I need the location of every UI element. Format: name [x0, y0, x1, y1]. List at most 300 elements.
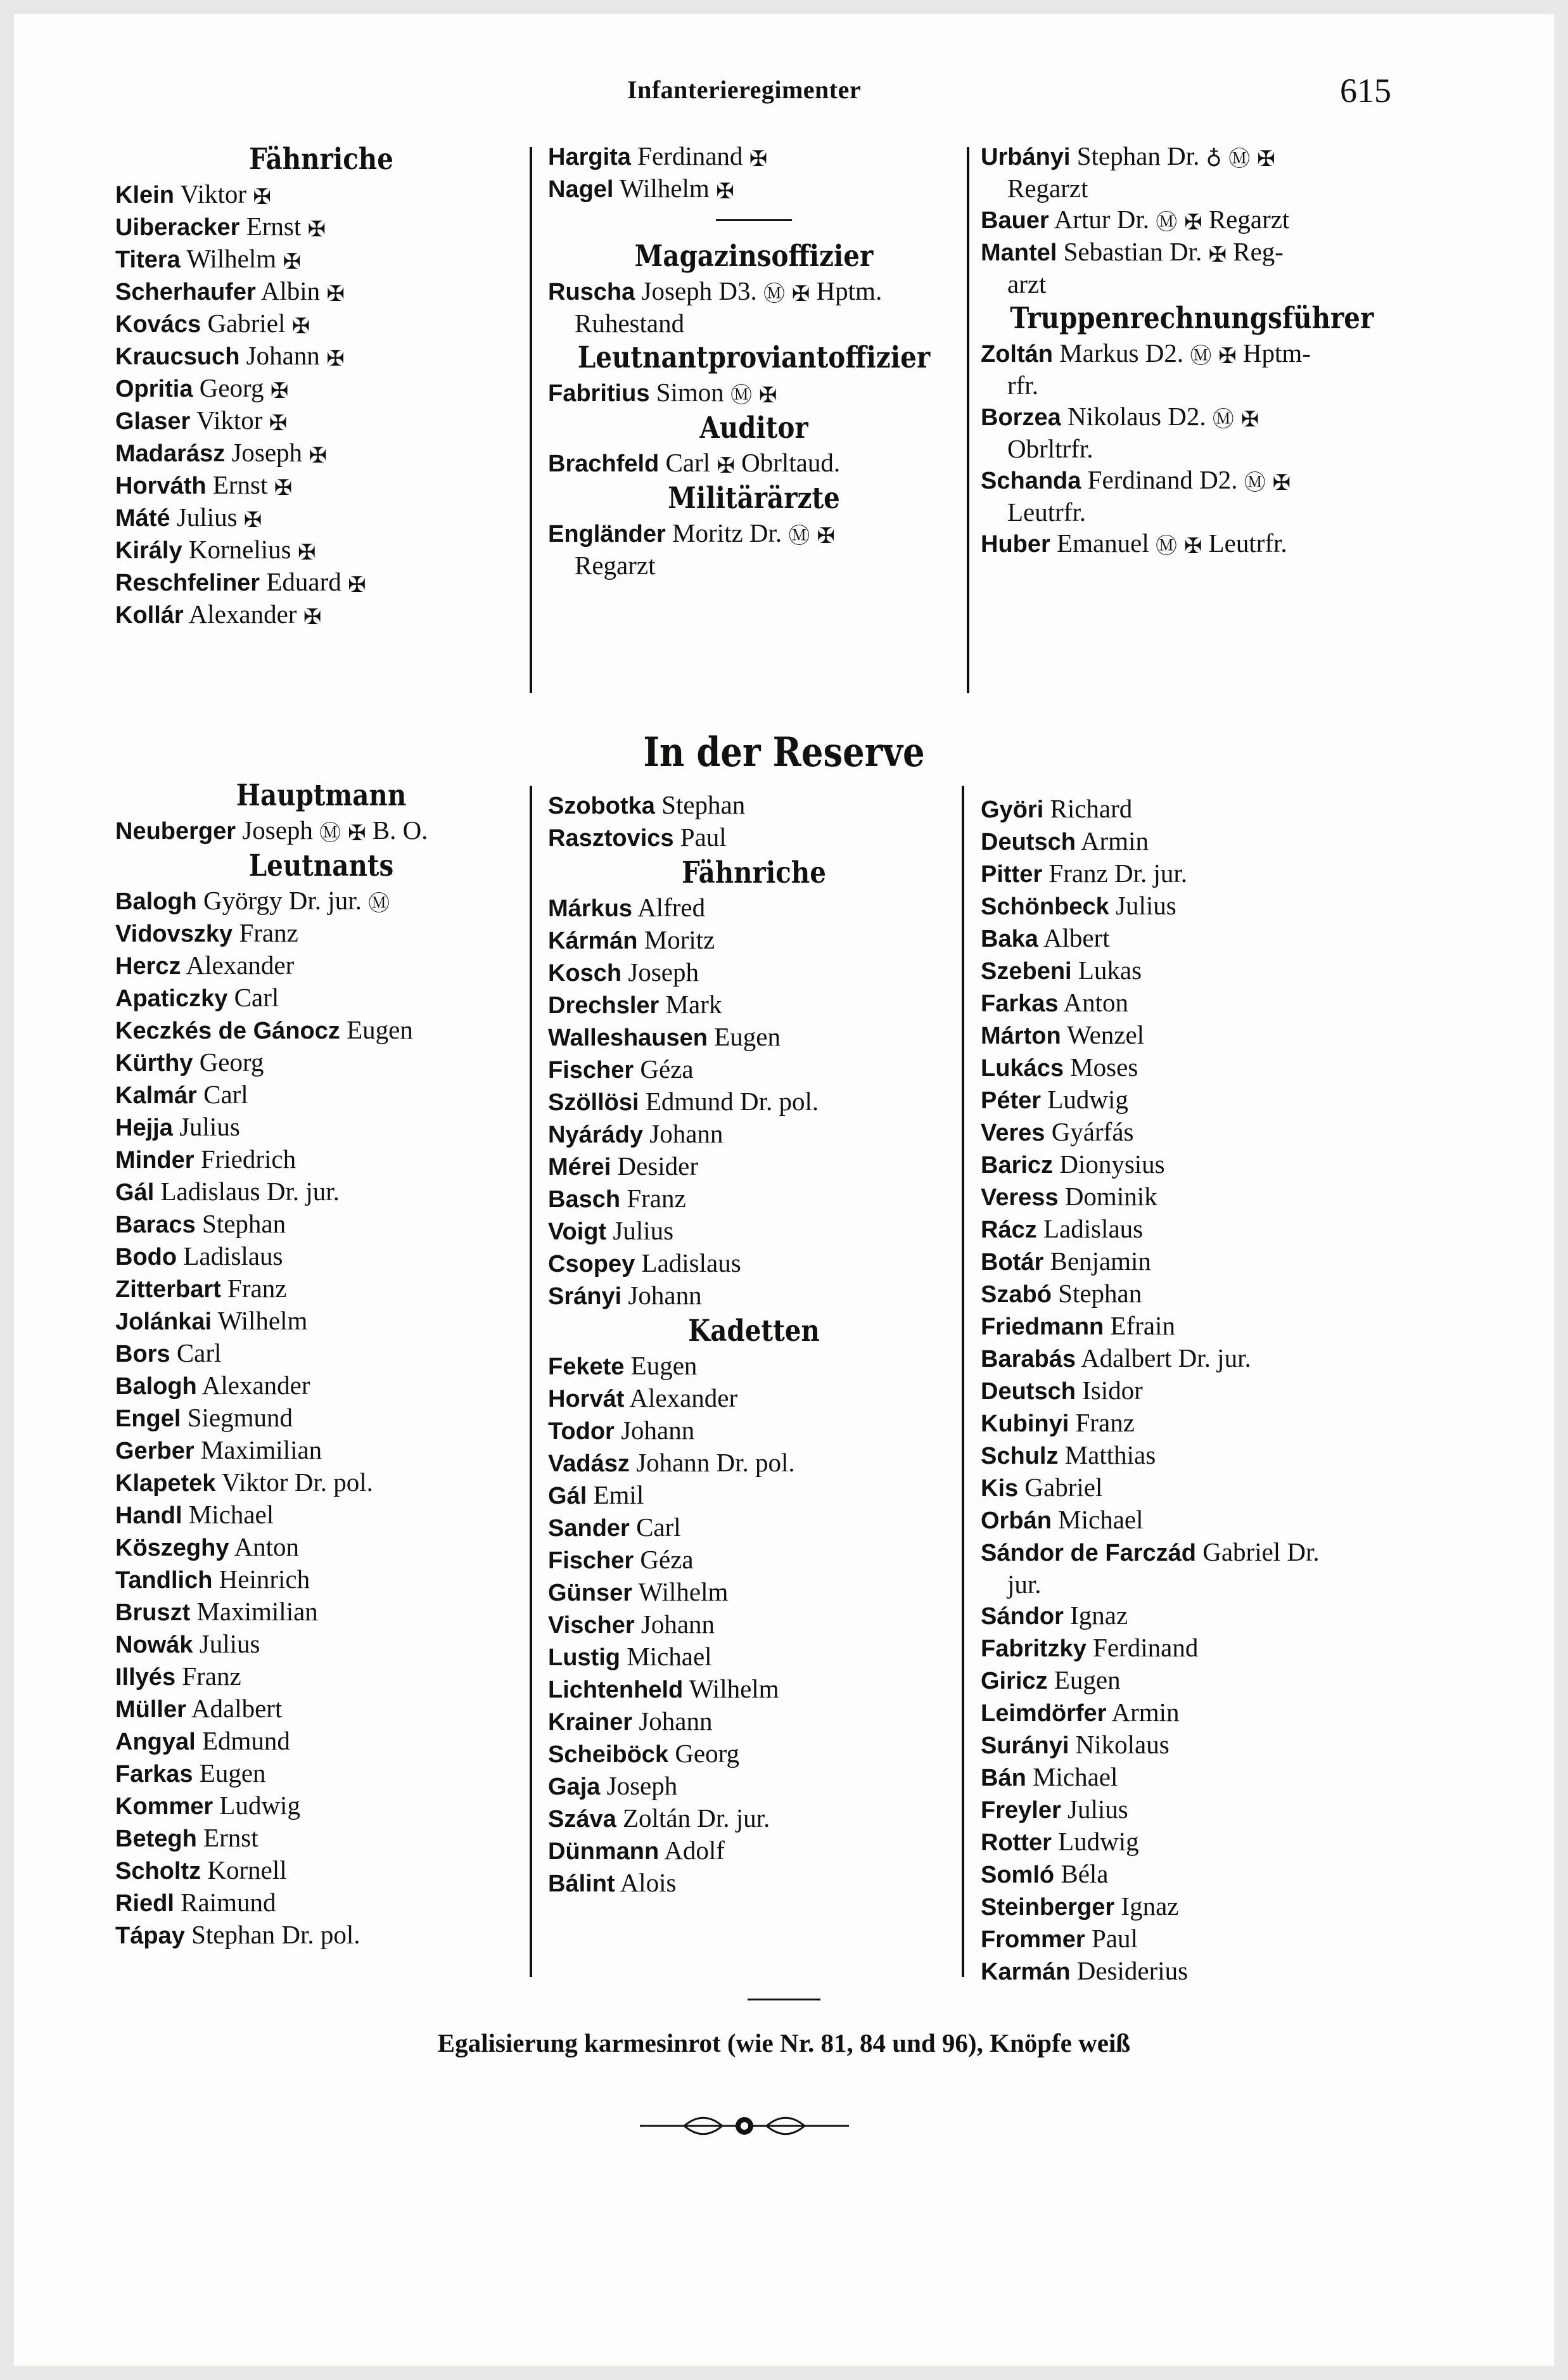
surname: Baka [981, 926, 1038, 952]
given-name: Franz [239, 918, 298, 947]
surname: Deutsch [981, 829, 1076, 855]
given-name: Ignaz [1121, 1891, 1179, 1921]
roster-entry [548, 1706, 960, 1738]
surname: Lichtenheld [548, 1677, 684, 1703]
given-name: Julius [613, 1216, 674, 1245]
roster-entry [548, 1609, 960, 1641]
roster-entry [548, 1118, 960, 1151]
roster-entry [115, 1014, 527, 1047]
roster-entry [548, 924, 960, 957]
surname: Sander [548, 1515, 630, 1542]
roster-entry [115, 1661, 527, 1693]
surname: Fischer [548, 1547, 634, 1574]
given-name: Ferdinand [637, 141, 743, 170]
surname: Vischer [548, 1612, 635, 1639]
roster-entry [981, 1600, 1399, 1632]
surname: Basch [548, 1186, 621, 1213]
roster-entry [981, 955, 1399, 987]
given-name: Johann [628, 1281, 702, 1310]
decoration-icon: Ⓜ ✠ [788, 523, 835, 549]
given-name: Ferdinand D2. [1087, 465, 1238, 494]
roster-entry [115, 885, 527, 918]
decoration-icon: ✠ [283, 248, 301, 274]
surname: Fabritzky [981, 1635, 1087, 1662]
surname: Rasztovics [548, 825, 674, 852]
given-name: Joseph [242, 816, 313, 845]
surname: Uiberacker [115, 214, 240, 241]
roster-entry [981, 923, 1399, 955]
roster-entry [548, 1641, 960, 1673]
entry-continuation: rfr. [1007, 371, 1038, 400]
given-name: Wilhelm [217, 1306, 308, 1335]
bottom-column-1 [115, 777, 527, 1952]
roster-entry [981, 1632, 1399, 1665]
roster-entry [981, 1537, 1399, 1569]
given-name: Kornelius [188, 535, 291, 564]
given-name: Artur Dr. [1054, 205, 1150, 234]
roster-entry [548, 790, 960, 822]
surname: Srányi [548, 1283, 622, 1310]
given-name: Dionysius [1059, 1149, 1165, 1179]
roster-entry [981, 141, 1399, 173]
roster-entry [981, 890, 1399, 923]
surname: Kommer [115, 1793, 214, 1820]
bottom-column-3 [981, 793, 1399, 1988]
surname: Somló [981, 1862, 1055, 1888]
roster-entry [981, 1343, 1399, 1375]
roster-entry [981, 1440, 1399, 1472]
given-name: Efrain [1110, 1311, 1175, 1340]
roster-entry [548, 447, 960, 480]
surname: Mérei [548, 1154, 611, 1180]
given-name: Joseph [628, 957, 699, 987]
running-header: Infanterieregimenter [627, 75, 862, 104]
roster-entry [548, 822, 960, 854]
surname: Vadász [548, 1450, 630, 1477]
decoration-icon: ✠ [749, 146, 768, 172]
surname: Hercz [115, 953, 181, 980]
given-name: Michael [627, 1642, 712, 1671]
given-name: Wilhelm [186, 244, 277, 273]
roster-entry [115, 566, 527, 599]
roster-entry [115, 405, 527, 437]
section-heading: Magazinsoffizier [634, 239, 874, 274]
given-name: Adalbert Dr. jur. [1080, 1343, 1251, 1372]
decoration-icon: ✠ [309, 442, 327, 468]
surname: Vidovszky [115, 921, 233, 947]
surname: Bruszt [115, 1599, 191, 1626]
surname: Fischer [548, 1057, 634, 1084]
given-name: Eugen [347, 1015, 413, 1044]
surname: Scheiböck [548, 1741, 669, 1768]
entry-continuation: Ruhestand [575, 309, 685, 338]
section-heading: Leutnantproviantoffizier [577, 340, 931, 375]
section-heading: Truppenrechnungsführer [1010, 301, 1374, 336]
roster-entry [981, 1246, 1399, 1278]
roster-entry [115, 276, 527, 308]
surname: Borzea [981, 404, 1061, 431]
given-name: Simon [656, 378, 724, 407]
surname: Opritia [115, 376, 193, 402]
top-column-3 [981, 141, 1399, 560]
given-name: Maximilian [200, 1435, 322, 1464]
given-name: Anton [234, 1532, 299, 1561]
surname: Klein [115, 182, 174, 208]
roster-entry [981, 1665, 1399, 1697]
decoration-icon: Ⓜ [368, 890, 390, 916]
surname: Giricz [981, 1668, 1048, 1694]
roster-entry [548, 892, 960, 924]
column-rule [962, 786, 964, 1977]
surname: Király [115, 537, 182, 564]
roster-entry [981, 1052, 1399, 1084]
surname: Kis [981, 1475, 1019, 1502]
surname: Keczkés de Gánocz [115, 1018, 340, 1044]
surname: Szöllösi [548, 1089, 639, 1116]
roster-entry [548, 1151, 960, 1183]
roster-entry [115, 502, 527, 534]
given-name: Nikolaus [1075, 1730, 1170, 1759]
decoration-icon: Ⓜ ✠ [1212, 406, 1259, 432]
roster-entry [115, 1919, 527, 1952]
given-name: Isidor [1082, 1376, 1143, 1405]
roster-entry [115, 1758, 527, 1790]
ornament-divider [640, 2110, 849, 2142]
roster-entry [115, 1402, 527, 1435]
given-name: Ludwig [1047, 1085, 1128, 1114]
surname: Márkus [548, 895, 633, 922]
given-name: Carl [665, 448, 711, 477]
rank-note: Leutrfr. [1208, 528, 1287, 558]
roster-entry [548, 957, 960, 989]
roster-entry [115, 1532, 527, 1564]
roster-entry [548, 1577, 960, 1609]
roster-entry [981, 1375, 1399, 1407]
surname: Madarász [115, 440, 226, 467]
roster-entry [548, 141, 960, 173]
surname: Sándor [981, 1603, 1064, 1630]
rank-note: Obrltaud. [741, 448, 841, 477]
given-name: Johann [621, 1416, 695, 1445]
surname: Orbán [981, 1507, 1052, 1534]
roster-entry [115, 1596, 527, 1628]
roster-entry [981, 236, 1399, 269]
surname: Leimdörfer [981, 1700, 1107, 1727]
surname: Csopey [548, 1251, 635, 1277]
rank-note: Hptm- [1242, 338, 1311, 368]
roster-entry [548, 1867, 960, 1900]
given-name: Nikolaus D2. [1067, 402, 1206, 431]
given-name: Franz [1075, 1408, 1135, 1437]
surname: Lukács [981, 1055, 1064, 1082]
surname: Szebeni [981, 958, 1072, 985]
given-name: Julius [199, 1629, 260, 1658]
roster-entry [981, 1116, 1399, 1149]
roster-entry [115, 982, 527, 1014]
given-name: Stephan [202, 1209, 286, 1238]
roster-entry [981, 987, 1399, 1020]
roster-entry [115, 534, 527, 566]
given-name: Paul [680, 822, 727, 852]
given-name: Georg [199, 1047, 264, 1077]
given-name: Michael [1033, 1762, 1118, 1791]
roster-entry [981, 1762, 1399, 1794]
roster-entry [115, 211, 527, 243]
roster-entry [981, 1310, 1399, 1343]
given-name: Gabriel [1024, 1473, 1103, 1502]
surname: Neuberger [115, 818, 236, 845]
surname: Glaser [115, 408, 191, 435]
given-name: Stephan [1058, 1279, 1142, 1308]
decoration-icon: ✠ [326, 345, 345, 371]
decoration-icon: ✠ [303, 604, 322, 630]
decoration-icon: ✠ [297, 539, 316, 565]
surname: Nowák [115, 1632, 193, 1658]
given-name: Ernst [212, 470, 268, 499]
given-name: Wilhelm [638, 1577, 729, 1606]
given-name: Gabriel [207, 309, 286, 338]
given-name: Anton [1063, 988, 1129, 1017]
roster-entry [115, 918, 527, 950]
roster-entry [115, 1822, 527, 1855]
given-name: Johann [641, 1609, 715, 1639]
roster-entry [548, 1480, 960, 1512]
surname: Veres [981, 1120, 1045, 1146]
decoration-icon: ✠ [291, 313, 310, 339]
given-name: Johann [649, 1119, 723, 1148]
surname: Kraucsuch [115, 343, 240, 370]
footer-note: Egalisierung karmesinrot (wie Nr. 81, 84 und 96), Knöpfe weiß [437, 2028, 1131, 2057]
reserve-heading: In der Reserve [643, 729, 925, 776]
roster-entry [548, 377, 960, 409]
roster-entry [115, 1273, 527, 1305]
roster-entry [115, 373, 527, 405]
surname: Riedl [115, 1890, 174, 1917]
given-name: Sebastian Dr. [1063, 237, 1202, 266]
given-name: Ernst [203, 1823, 258, 1852]
given-name: Edmund [201, 1726, 290, 1755]
roster-entry [981, 1149, 1399, 1181]
roster-entry [548, 1183, 960, 1215]
surname: Schanda [981, 468, 1081, 494]
roster-entry [981, 1020, 1399, 1052]
roster-entry [981, 1504, 1399, 1537]
surname: Baricz [981, 1152, 1054, 1179]
roster-entry [115, 470, 527, 502]
roster-entry [548, 1350, 960, 1383]
given-name: Wilhelm [620, 174, 710, 203]
surname: Jolánkai [115, 1308, 212, 1335]
surname: Brachfeld [548, 451, 660, 477]
surname: Bálint [548, 1871, 615, 1897]
given-name: Géza [640, 1054, 694, 1084]
given-name: Carl [234, 983, 279, 1012]
roster-entry [115, 1693, 527, 1725]
given-name: Maximilian [196, 1597, 318, 1626]
given-name: Ludwig [1058, 1827, 1139, 1856]
surname: Ruscha [548, 279, 635, 305]
surname: Nyárády [548, 1122, 643, 1148]
given-name: Géza [640, 1545, 694, 1574]
given-name: Albin [260, 276, 321, 305]
given-name: Alexander [629, 1383, 738, 1412]
decoration-icon: ✠ [716, 178, 734, 204]
surname: Veress [981, 1184, 1059, 1211]
top-column-1 [115, 141, 527, 631]
roster-entry [115, 308, 527, 340]
surname: Horvát [548, 1386, 625, 1412]
roster-entry [981, 793, 1399, 826]
roster-entry [981, 1407, 1399, 1440]
roster-entry [981, 1278, 1399, 1310]
roster-entry [115, 599, 527, 631]
surname: Györi [981, 797, 1044, 823]
given-name: Carl [636, 1513, 681, 1542]
surname: Baracs [115, 1212, 196, 1238]
given-name: Kornell [207, 1855, 287, 1884]
roster-entry [981, 1729, 1399, 1762]
given-name: Desiderius [1076, 1956, 1189, 1985]
given-name: Moses [1070, 1052, 1138, 1082]
given-name: Eduard [266, 567, 341, 596]
given-name: Matthias [1064, 1440, 1156, 1469]
given-name: Eugen [199, 1758, 266, 1788]
roster-entry [548, 1770, 960, 1803]
section-heading: Leutnants [248, 848, 394, 883]
roster-entry [981, 858, 1399, 890]
surname: Bán [981, 1765, 1026, 1791]
given-name: Lukas [1078, 956, 1142, 985]
roster-entry [548, 1054, 960, 1086]
surname: Kovács [115, 311, 201, 338]
surname: Barabás [981, 1346, 1076, 1372]
surname: Walleshausen [548, 1025, 708, 1051]
given-name: Alexander [186, 950, 295, 980]
surname: Bodo [115, 1244, 177, 1270]
entry-continuation: Obrltrfr. [1007, 434, 1093, 463]
surname: Frommer [981, 1926, 1085, 1953]
given-name: Johann Dr. pol. [636, 1448, 795, 1477]
decoration-icon: ✠ [269, 410, 288, 436]
surname: Kosch [548, 960, 622, 987]
surname: Balogh [115, 1373, 197, 1400]
roster-entry [981, 826, 1399, 858]
given-name: Alfred [637, 893, 706, 922]
roster-entry [548, 1280, 960, 1312]
roster-entry [981, 1891, 1399, 1923]
surname: Deutsch [981, 1378, 1076, 1405]
surname: Szabó [981, 1281, 1052, 1308]
surname: Urbányi [981, 144, 1071, 170]
given-name: Franz [227, 1274, 287, 1303]
decoration-icon: ✠ [307, 216, 326, 242]
given-name: Raimund [181, 1888, 276, 1917]
roster-entry [115, 815, 527, 847]
given-name: Eugen [1054, 1665, 1121, 1694]
surname: Kürthy [115, 1050, 193, 1077]
surname: Engel [115, 1405, 181, 1432]
section-heading: Kadetten [688, 1314, 820, 1348]
roster-entry [115, 1564, 527, 1596]
given-name: Carl [176, 1338, 222, 1367]
surname: Fabritius [548, 380, 650, 407]
decoration-icon: ✠ [274, 475, 293, 501]
decoration-icon: Ⓜ ✠ [1190, 343, 1237, 369]
given-name: Ladislaus [183, 1241, 283, 1270]
roster-entry [115, 179, 527, 211]
surname: Huber [981, 531, 1050, 558]
surname: Gerber [115, 1438, 194, 1464]
section-heading: Fähnriche [682, 855, 826, 890]
roster-entry [115, 1208, 527, 1241]
decoration-icon: Ⓜ ✠ [319, 820, 366, 846]
surname: Hejja [115, 1115, 173, 1141]
entry-continuation: arzt [1007, 269, 1047, 298]
surname: Kármán [548, 928, 638, 954]
decoration-icon: Ⓜ ✠ [1244, 470, 1291, 496]
roster-entry [548, 276, 960, 308]
surname: Lustig [548, 1644, 620, 1671]
roster-entry [115, 1887, 527, 1919]
given-name: Wilhelm [689, 1674, 779, 1703]
given-name: Franz Dr. jur. [1049, 859, 1188, 888]
roster-entry [115, 1725, 527, 1758]
page-number: 615 [1340, 72, 1391, 110]
surname: Voigt [548, 1219, 607, 1245]
surname: Gál [115, 1179, 155, 1206]
surname: Kollár [115, 602, 184, 629]
given-name: Stephan [661, 790, 746, 819]
roster-entry [115, 340, 527, 373]
given-name: Ladislaus Dr. jur. [160, 1177, 340, 1206]
roster-entry [548, 1383, 960, 1415]
roster-entry [548, 1415, 960, 1447]
roster-entry [548, 1738, 960, 1770]
decoration-icon: ♁ Ⓜ ✠ [1206, 146, 1275, 172]
surname: Betegh [115, 1826, 197, 1852]
surname: Farkas [981, 990, 1059, 1017]
decoration-icon: ✠ [270, 378, 289, 404]
given-name: Georg [675, 1739, 740, 1768]
surname: Scherhaufer [115, 279, 256, 305]
surname: Balogh [115, 888, 197, 915]
given-name: Johann [639, 1706, 713, 1736]
given-name: Heinrich [219, 1564, 310, 1594]
roster-entry [115, 1047, 527, 1079]
given-name: Alexander [188, 599, 297, 629]
roster-entry [115, 1079, 527, 1111]
separator-rule [748, 1999, 820, 2000]
decoration-icon: ✠ [243, 507, 262, 533]
surname: Fekete [548, 1353, 625, 1380]
roster-entry [981, 401, 1399, 433]
entry-continuation: jur. [1007, 1570, 1042, 1599]
roster-entry [981, 1923, 1399, 1955]
given-name: Zoltán Dr. jur. [623, 1803, 770, 1833]
roster-entry [115, 1435, 527, 1467]
roster-entry [548, 1447, 960, 1480]
surname: Kubinyi [981, 1411, 1069, 1437]
given-name: Adolf [664, 1836, 725, 1865]
given-name: Alexander [201, 1371, 310, 1400]
roster-entry [548, 1248, 960, 1280]
given-name: Albert [1043, 923, 1110, 952]
section-heading: Hauptmann [236, 778, 407, 813]
surname: Zoltán [981, 341, 1053, 368]
given-name: Julius [1068, 1795, 1128, 1824]
surname: Minder [115, 1147, 194, 1174]
surname: Bors [115, 1341, 170, 1367]
